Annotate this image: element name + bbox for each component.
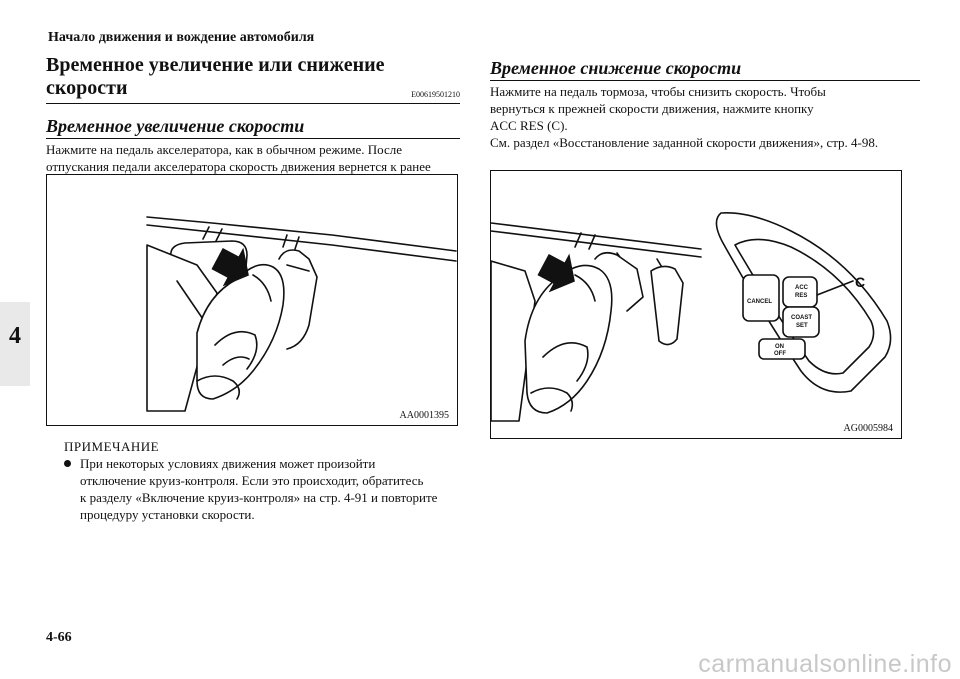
running-head: Начало движения и вождение автомобиля <box>48 30 315 45</box>
brake-pedal-and-switch-figure <box>490 170 902 439</box>
note <box>64 438 464 523</box>
note-line: процедуру установки скорости. <box>80 507 255 522</box>
cancel-label: CANCEL <box>747 299 772 305</box>
callout-c: C <box>855 274 866 290</box>
section-title-text: Временное увеличение или снижение скорости <box>46 54 385 99</box>
note-line: При некоторых условиях движения может произойти <box>80 456 376 471</box>
on-label: ON <box>775 344 784 350</box>
acc-label: ACC <box>795 285 808 291</box>
figure-code: AA0001395 <box>399 410 449 421</box>
res-label: RES <box>795 293 808 299</box>
note-heading: ПРИМЕЧАНИЕ <box>64 439 160 454</box>
paragraph-decrease <box>490 83 920 151</box>
coast-label: COAST <box>791 315 812 321</box>
note-line: к разделу «Включение круиз-контроля» на стр. 4-91 и повторите <box>80 490 438 505</box>
accelerator-pedal-figure <box>46 174 458 426</box>
subsection-title-decrease: Временное снижение скорости <box>490 58 920 81</box>
note-item <box>64 455 464 523</box>
paragraph-line: вернуться к прежней скорости движения, нажмите кнопку <box>490 101 814 116</box>
paragraph-line: См. раздел «Восстановление заданной скорости движения», стр. 4-98. <box>490 135 879 150</box>
brake-and-cruise-switch-illustration <box>491 171 901 438</box>
subsection-title-increase: Временное увеличение скорости <box>46 116 460 139</box>
set-label: SET <box>796 323 808 329</box>
right-column <box>490 58 920 151</box>
chapter-number: 4 <box>9 323 21 349</box>
off-label: OFF <box>774 351 786 357</box>
paragraph-line: отпускания педали акселератора скорость движения вернется к ранее <box>46 159 431 174</box>
watermark: carmanualsonline.info <box>698 650 952 678</box>
section-title <box>46 54 460 104</box>
section-code: E00619501210 <box>411 90 460 99</box>
paragraph-line: Нажмите на педаль акселератора, как в обычном режиме. После <box>46 142 403 157</box>
bullet-icon <box>64 460 71 467</box>
paragraph-line: Нажмите на педаль тормоза, чтобы снизить скорость. Чтобы <box>490 84 826 99</box>
paragraph-line: ACC RES (C). <box>490 118 568 133</box>
figure-code: AG0005984 <box>843 423 893 434</box>
page-number: 4-66 <box>46 630 72 645</box>
note-line: отключение круиз-контроля. Если это происходит, обратитесь <box>80 473 424 488</box>
accelerator-pedal-illustration <box>47 175 457 425</box>
left-column <box>46 54 460 192</box>
